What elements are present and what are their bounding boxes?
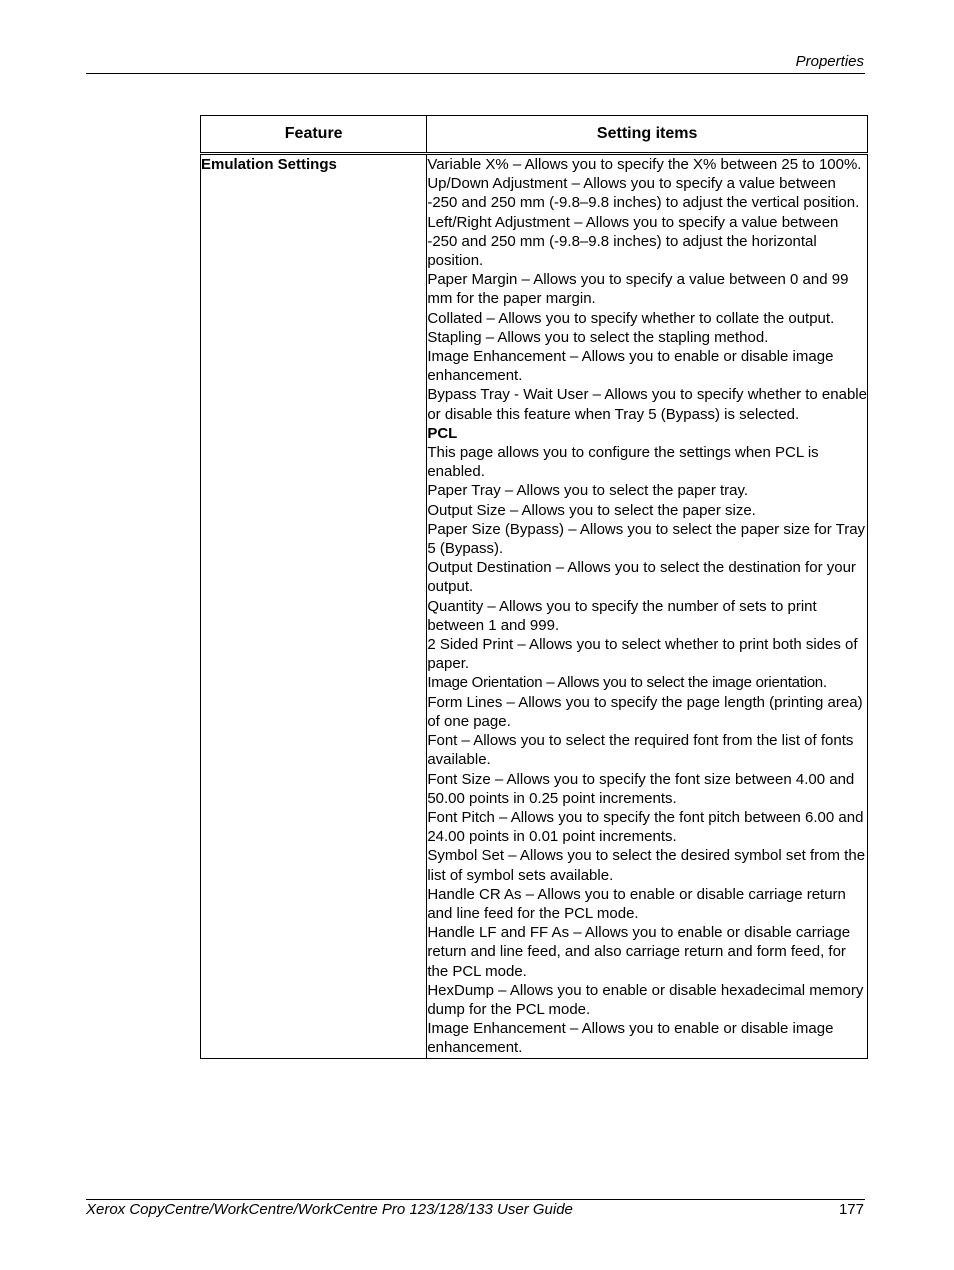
setting-item: Handle LF and FF As – Allows you to enable or disable carriage return and line feed, and also carriage return and form feed, for the PCL mode.	[427, 924, 851, 980]
footer-divider	[86, 1199, 865, 1200]
setting-item: HexDump – Allows you to enable or disable hexadecimal memory dump for the PCL mode.	[427, 981, 864, 1018]
setting-item: Image Enhancement – Allows you to enable or disable image enhancement.	[427, 348, 834, 385]
header-divider	[86, 73, 865, 74]
page-number: 177	[838, 1201, 864, 1218]
setting-item: Form Lines – Allows you to specify the page length (printing area) of one page.	[427, 693, 863, 730]
setting-item: Symbol Set – Allows you to select the desired symbol set from the list of symbol sets available.	[427, 847, 866, 884]
footer-guide-title: Xerox CopyCentre/WorkCentre/WorkCentre Pro 123/128/133 User Guide	[86, 1201, 573, 1218]
setting-item: Font Size – Allows you to specify the font size between 4.00 and 50.00 points in 0.25 point increments.	[427, 770, 855, 807]
setting-item: Font – Allows you to select the required font from the list of fonts available.	[427, 732, 854, 769]
setting-item: Paper Size (Bypass) – Allows you to select the paper size for Tray 5 (Bypass).	[427, 520, 866, 558]
setting-item: This page allows you to configure the settings when PCL is enabled.	[427, 444, 819, 481]
table-header-row	[201, 116, 868, 154]
setting-item: Output Size – Allows you to select the paper size.	[427, 501, 756, 519]
setting-item: 2 Sided Print – Allows you to select whether to print both sides of paper.	[427, 636, 858, 673]
setting-item: Quantity – Allows you to specify the number of sets to print between 1 and 999.	[427, 597, 817, 634]
running-header: Properties	[795, 53, 864, 70]
column-header-feature: Feature	[201, 116, 427, 154]
section-heading-pcl: PCL	[427, 424, 458, 442]
setting-item: Bypass Tray - Wait User – Allows you to specify whether to enable or disable this feature when Tray 5 (Bypass) is selected.	[427, 386, 867, 423]
setting-item: Image Orientation – Allows you to select the image orientation.	[427, 674, 827, 692]
settings-table	[200, 115, 868, 1059]
table-row	[201, 154, 868, 1059]
setting-item: Paper Tray – Allows you to select the paper tray.	[427, 482, 749, 500]
setting-items-cell	[427, 154, 868, 1059]
setting-item: Up/Down Adjustment – Allows you to specify a value between -250 and 250 mm (-9.8–9.8 inches) to adjust the vertical position.	[427, 175, 860, 212]
feature-name: Emulation Settings	[201, 154, 427, 1059]
setting-item: Stapling – Allows you to select the stapling method.	[427, 328, 769, 346]
setting-item: Collated – Allows you to specify whether to collate the output.	[427, 309, 835, 327]
setting-item: Left/Right Adjustment – Allows you to specify a value between -250 and 250 mm (-9.8–9.8 inches) to adjust the horizontal position.	[427, 213, 839, 270]
setting-item: Image Enhancement – Allows you to enable or disable image enhancement.	[427, 1020, 834, 1057]
setting-item: Variable X% – Allows you to specify the X% between 25 to 100%.	[427, 156, 862, 173]
setting-item: Handle CR As – Allows you to enable or disable carriage return and line feed for the PCL mode.	[427, 885, 846, 922]
column-header-setting-items: Setting items	[427, 116, 868, 154]
setting-item: Output Destination – Allows you to select the destination for your output.	[427, 559, 856, 596]
setting-item: Font Pitch – Allows you to specify the font pitch between 6.00 and 24.00 points in 0.01 point increments.	[427, 808, 864, 846]
setting-item: Paper Margin – Allows you to specify a value between 0 and 99 mm for the paper margin.	[427, 271, 849, 308]
